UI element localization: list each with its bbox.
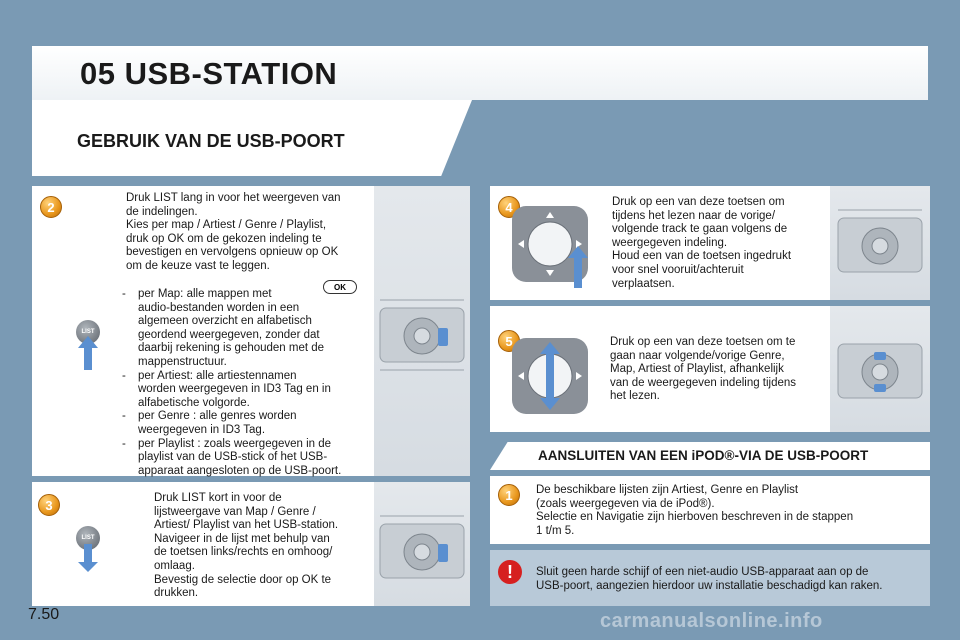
warning-text: [536, 566, 926, 593]
step2-intro: [126, 192, 371, 274]
ipod-step1-panel: [490, 476, 930, 544]
step4-photo: [830, 186, 930, 300]
step3-panel: [32, 482, 470, 606]
ipod-step1-text: [536, 484, 926, 538]
step3-badge: 3: [38, 494, 60, 516]
step3-text-content: Druk LIST kort in voor de lijstweergave van Map / Genre / Artiest/ Playlist van het USB-station. Navigeer in de lijst met behulp van de toetsen links/rechts en omhoog/ omlaag. Bevestig de selectie door op OK te drukken.: [154, 492, 339, 600]
section-title: GEBRUIK VAN DE USB-POORT: [77, 131, 345, 151]
up-arrow-icon: [568, 246, 588, 288]
step3-photo: [374, 482, 470, 606]
step4-text-content: Druk op een van deze toetsen om tijdens het lezen naar de vorige/ volgende track te gaan volgens de weergegeven indeling. Houd een van de toetsen ingedrukt voor snel vooruit/achteruit verplaatsen.: [612, 196, 792, 290]
ipod-step1-badge: 1: [498, 484, 520, 506]
control-panel-illustration: [830, 186, 930, 300]
control-panel-illustration: [830, 306, 930, 432]
step4-badge: 4: [498, 196, 520, 218]
ok-button-icon: OK: [323, 280, 357, 294]
down-arrow-icon: [78, 544, 98, 572]
warning-text-content: Sluit geen harde schijf of een niet-audio USB-apparaat aan op de USB-poort, aangezien hierdoor uw installatie beschadigd kan raken.: [536, 566, 883, 592]
step2-list: [120, 288, 370, 478]
step4-text: [612, 196, 828, 291]
list-item: - per Genre : alle genres worden weergegeven in ID3 Tag.: [120, 410, 370, 437]
control-panel-illustration: [374, 482, 470, 606]
list-button-icon: LIST: [76, 526, 100, 550]
list-item: - per Playlist : zoals weergegeven in de playlist van de USB-stick of het USB- apparaat aangesloten op de USB-poort.: [120, 438, 370, 479]
step5-badge: 5: [498, 330, 520, 352]
step2-panel: [32, 186, 470, 476]
list-item: - per Map: alle mappen met audio-bestanden worden in een algemeen overzicht en alfabetisch geordend weergegeven, zonder dat daarbij rekening is gehouden met de mappenstructuur.: [120, 288, 370, 370]
step2-intro-text: Druk LIST lang in voor het weergeven van de indelingen. Kies per map / Artiest / Genre / Playlist, druk op OK om de gekozen indeling te bevestigen en vervolgens opnieuw op OK om de keuze vast te leggen.: [126, 192, 341, 272]
step2-photo: [374, 186, 470, 476]
step4-panel: [490, 186, 930, 300]
step2-badge: 2: [40, 196, 62, 218]
watermark: carmanualsonline.info: [600, 610, 823, 632]
up-arrow-icon: [78, 336, 98, 370]
page-title: 05 USB-STATION: [80, 56, 338, 91]
up-down-arrow-icon: [540, 342, 560, 410]
ipod-step1-text-content: De beschikbare lijsten zijn Artiest, Genre en Playlist (zoals weergegeven via de iPod®). Selectie en Navigatie zijn hierboven beschreven in de stappen 1 t/m 5.: [536, 484, 854, 537]
page-number: 7.50: [28, 606, 60, 623]
step3-text: [154, 492, 372, 601]
list-button-icon: LIST: [76, 320, 100, 344]
control-panel-illustration: [374, 186, 470, 476]
ipod-section-title: AANSLUITEN VAN EEN iPOD®-VIA DE USB-POORT: [538, 448, 869, 463]
warning-icon: !: [498, 560, 522, 584]
warning-panel: [490, 550, 930, 606]
list-item: - per Artiest: alle artiestennamen worden weergegeven in ID3 Tag en in alfabetische volgorde.: [120, 370, 370, 411]
step5-text-content: Druk op een van deze toetsen om te gaan naar volgende/vorige Genre, Map, Artiest of Playlist, afhankelijk van de weergegeven indeling tijdens het lezen.: [610, 336, 797, 403]
step5-photo: [830, 306, 930, 432]
step5-text: [610, 336, 828, 404]
step5-panel: [490, 306, 930, 432]
